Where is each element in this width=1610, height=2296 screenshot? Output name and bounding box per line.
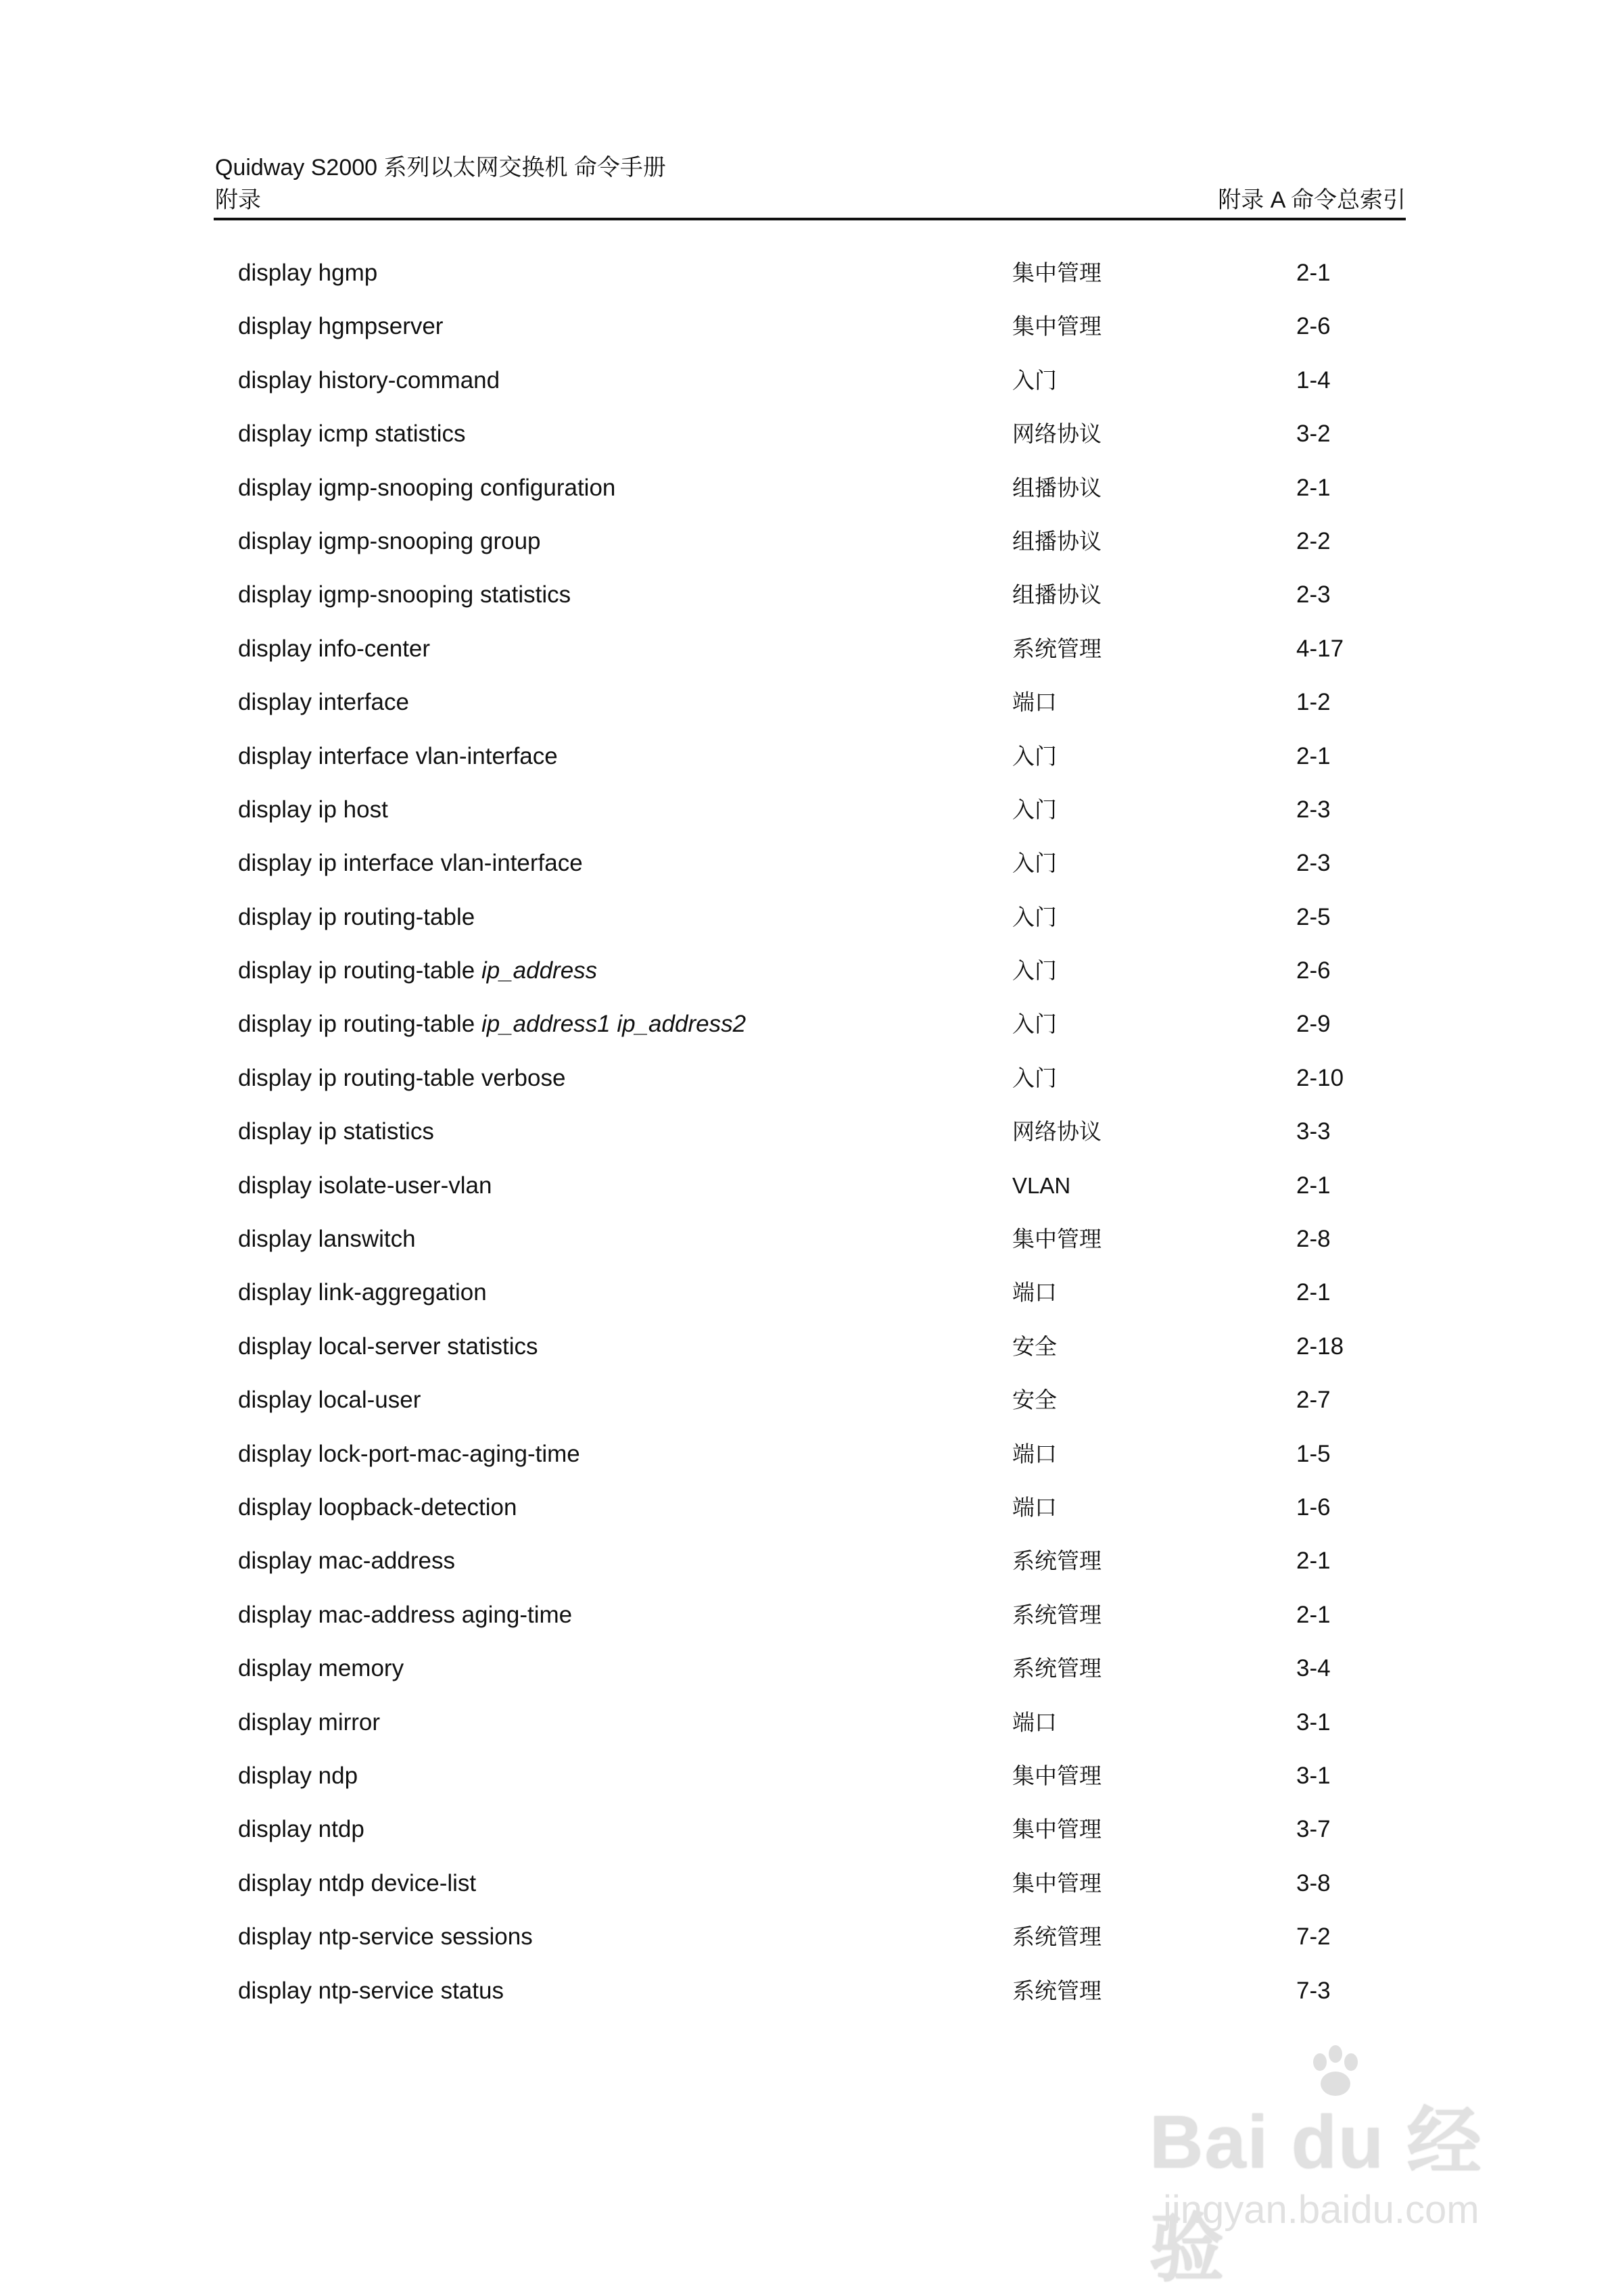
table-row — [238, 629, 1388, 682]
module-cell: 系统管理 — [1012, 1655, 1102, 1682]
page-cell: 1-2 — [1296, 689, 1331, 716]
module-cell: 安全 — [1012, 1333, 1057, 1360]
module-cell: 网络协议 — [1012, 421, 1102, 448]
command-text: display mac-address — [238, 1548, 455, 1575]
command-cell — [238, 790, 1012, 843]
module-cell: 入门 — [1012, 850, 1057, 877]
command-cell — [238, 306, 1012, 360]
command-cell — [238, 1702, 1012, 1756]
command-text: display ip routing-table — [238, 1011, 481, 1038]
command-cell — [238, 1863, 1012, 1917]
module-cell: 系统管理 — [1012, 635, 1102, 662]
page-cell: 7-2 — [1296, 1923, 1331, 1951]
command-text: display link-aggregation — [238, 1279, 487, 1306]
table-row — [238, 897, 1388, 951]
command-cell — [238, 468, 1012, 521]
table-row — [238, 1648, 1388, 1702]
command-text: display local-user — [238, 1387, 421, 1414]
page-cell: 3-8 — [1296, 1869, 1331, 1896]
command-text: display memory — [238, 1655, 404, 1682]
command-cell — [238, 1272, 1012, 1326]
page-cell: 1-4 — [1296, 366, 1331, 393]
document-title: Quidway S2000 系列以太网交换机 命令手册 — [215, 155, 666, 181]
module-cell: 端口 — [1012, 1279, 1057, 1306]
page-cell: 2-6 — [1296, 313, 1331, 340]
table-row — [238, 843, 1388, 896]
table-row — [238, 736, 1388, 790]
page-cell: 3-1 — [1296, 1708, 1331, 1736]
page-cell: 2-1 — [1296, 1601, 1331, 1628]
command-text: display info-center — [238, 635, 431, 662]
module-cell: 组播协议 — [1012, 581, 1102, 608]
module-cell: 入门 — [1012, 366, 1057, 393]
command-text: display history-command — [238, 366, 500, 393]
page-cell: 2-2 — [1296, 527, 1331, 554]
module-cell: 集中管理 — [1012, 313, 1102, 340]
page-cell: 7-3 — [1296, 1977, 1331, 2004]
page-cell: 2-6 — [1296, 957, 1331, 984]
module-cell: 网络协议 — [1012, 1118, 1102, 1145]
table-row — [238, 682, 1388, 736]
module-cell: 系统管理 — [1012, 1977, 1102, 2004]
module-cell: 入门 — [1012, 1011, 1057, 1038]
module-cell: 系统管理 — [1012, 1601, 1102, 1628]
command-cell — [238, 736, 1012, 790]
module-cell: 端口 — [1012, 689, 1057, 716]
module-cell: 集中管理 — [1012, 1762, 1102, 1789]
page-cell: 3-3 — [1296, 1118, 1331, 1145]
command-cell — [238, 1595, 1012, 1648]
command-cell — [238, 1756, 1012, 1809]
module-cell: 集中管理 — [1012, 260, 1102, 286]
command-text: display mirror — [238, 1708, 381, 1736]
page-cell: 2-1 — [1296, 260, 1331, 286]
command-text: display isolate-user-vlan — [238, 1172, 492, 1199]
page-cell: 2-8 — [1296, 1226, 1331, 1253]
page-cell: 2-1 — [1296, 1548, 1331, 1575]
command-argument: ip_address — [481, 957, 598, 984]
table-row — [238, 521, 1388, 575]
command-cell — [238, 682, 1012, 736]
command-text: display ip host — [238, 796, 388, 823]
command-text: display lock-port-mac-aging-time — [238, 1440, 580, 1467]
module-cell: 集中管理 — [1012, 1226, 1102, 1253]
command-cell — [238, 1058, 1012, 1111]
command-text: display hgmp — [238, 260, 378, 286]
command-cell — [238, 414, 1012, 467]
table-row — [238, 1272, 1388, 1326]
page-cell: 4-17 — [1296, 635, 1344, 662]
table-row — [238, 1487, 1388, 1541]
command-argument: ip_address1 ip_address2 — [481, 1011, 747, 1038]
table-row — [238, 790, 1388, 843]
command-cell — [238, 1487, 1012, 1541]
command-text: display lanswitch — [238, 1226, 416, 1253]
module-cell: 集中管理 — [1012, 1869, 1102, 1896]
module-cell: 入门 — [1012, 742, 1057, 769]
command-text: display local-server statistics — [238, 1333, 538, 1360]
table-row — [238, 1541, 1388, 1594]
table-row — [238, 414, 1388, 467]
table-row — [238, 951, 1388, 1004]
table-row — [238, 1595, 1388, 1648]
table-row — [238, 1004, 1388, 1057]
table-row — [238, 1058, 1388, 1111]
module-cell: 端口 — [1012, 1708, 1057, 1736]
command-cell — [238, 843, 1012, 896]
command-text: display ntdp — [238, 1816, 364, 1843]
module-cell: 安全 — [1012, 1387, 1057, 1414]
page-cell: 1-6 — [1296, 1493, 1331, 1521]
command-cell — [238, 1971, 1012, 2024]
command-cell — [238, 1111, 1012, 1165]
module-cell: 系统管理 — [1012, 1548, 1102, 1575]
page-cell: 3-2 — [1296, 421, 1331, 448]
page-cell: 2-3 — [1296, 796, 1331, 823]
page-cell: 2-1 — [1296, 1279, 1331, 1306]
command-cell — [238, 253, 1012, 306]
table-row — [238, 1917, 1388, 1970]
command-text: display igmp-snooping group — [238, 527, 541, 554]
module-cell: 组播协议 — [1012, 474, 1102, 501]
module-cell: 系统管理 — [1012, 1923, 1102, 1951]
command-cell — [238, 360, 1012, 414]
module-cell: 入门 — [1012, 957, 1057, 984]
command-cell — [238, 1380, 1012, 1433]
command-cell — [238, 1219, 1012, 1272]
module-cell: VLAN — [1012, 1172, 1071, 1198]
table-row — [238, 1863, 1388, 1917]
page-cell: 2-3 — [1296, 581, 1331, 608]
command-cell — [238, 1326, 1012, 1380]
watermark-logo: Bai du 经验 — [1150, 2101, 1483, 2291]
module-cell: 端口 — [1012, 1440, 1057, 1467]
command-text: display interface — [238, 689, 409, 716]
table-row — [238, 1809, 1388, 1863]
command-cell — [238, 1166, 1012, 1219]
table-row — [238, 1756, 1388, 1809]
module-cell: 集中管理 — [1012, 1816, 1102, 1843]
table-row — [238, 575, 1388, 628]
page-cell: 2-5 — [1296, 903, 1331, 930]
command-text: display ntp-service sessions — [238, 1923, 533, 1951]
command-cell — [238, 575, 1012, 628]
page-cell: 2-1 — [1296, 474, 1331, 501]
table-row — [238, 1434, 1388, 1487]
page-cell: 1-5 — [1296, 1440, 1331, 1467]
page-cell: 2-3 — [1296, 850, 1331, 877]
page-cell: 3-1 — [1296, 1762, 1331, 1789]
page-cell: 3-7 — [1296, 1816, 1331, 1843]
page-cell: 2-9 — [1296, 1011, 1331, 1038]
watermark-url: jingyan.baidu.com — [1163, 2188, 1479, 2232]
module-cell: 入门 — [1012, 796, 1057, 823]
table-row — [238, 1326, 1388, 1380]
command-text: display ndp — [238, 1762, 358, 1789]
page-cell: 2-1 — [1296, 1172, 1331, 1199]
baidu-watermark — [1150, 2042, 1528, 2291]
appendix-label: 附录 A 命令总索引 — [1218, 187, 1406, 213]
command-text: display igmp-snooping configuration — [238, 474, 616, 501]
page-cell: 2-7 — [1296, 1387, 1331, 1414]
page-cell: 3-4 — [1296, 1655, 1331, 1682]
command-text: display ip routing-table verbose — [238, 1064, 566, 1091]
command-cell — [238, 951, 1012, 1004]
table-row — [238, 1702, 1388, 1756]
command-cell — [238, 1541, 1012, 1594]
command-text: display interface vlan-interface — [238, 742, 558, 769]
command-text: display ntdp device-list — [238, 1869, 477, 1896]
command-cell — [238, 629, 1012, 682]
command-cell — [238, 897, 1012, 951]
command-text: display ip statistics — [238, 1118, 434, 1145]
module-cell: 入门 — [1012, 1064, 1057, 1091]
table-row — [238, 1380, 1388, 1433]
command-cell — [238, 521, 1012, 575]
command-text: display icmp statistics — [238, 421, 466, 448]
module-cell: 入门 — [1012, 903, 1057, 930]
command-text: display ip routing-table — [238, 903, 475, 930]
table-row — [238, 1111, 1388, 1165]
command-cell — [238, 1004, 1012, 1057]
table-row — [238, 1219, 1388, 1272]
command-cell — [238, 1434, 1012, 1487]
table-row — [238, 1971, 1388, 2024]
command-text: display mac-address aging-time — [238, 1601, 573, 1628]
module-cell: 组播协议 — [1012, 527, 1102, 554]
table-row — [238, 1166, 1388, 1219]
table-row — [238, 360, 1388, 414]
header-divider — [214, 218, 1406, 220]
module-cell: 端口 — [1012, 1493, 1057, 1521]
table-row — [238, 468, 1388, 521]
command-index-table — [238, 253, 1388, 2024]
command-cell — [238, 1917, 1012, 1970]
command-cell — [238, 1809, 1012, 1863]
command-text: display ntp-service status — [238, 1977, 504, 2004]
table-row — [238, 253, 1388, 306]
command-text: display ip interface vlan-interface — [238, 850, 583, 877]
command-text: display hgmpserver — [238, 313, 444, 340]
page-cell: 2-18 — [1296, 1333, 1344, 1360]
section-label: 附录 — [215, 187, 261, 213]
table-row — [238, 306, 1388, 360]
page-cell: 2-10 — [1296, 1064, 1344, 1091]
command-text: display loopback-detection — [238, 1493, 517, 1521]
command-text: display ip routing-table — [238, 957, 481, 984]
command-text: display igmp-snooping statistics — [238, 581, 571, 608]
page-cell: 2-1 — [1296, 742, 1331, 769]
command-cell — [238, 1648, 1012, 1702]
